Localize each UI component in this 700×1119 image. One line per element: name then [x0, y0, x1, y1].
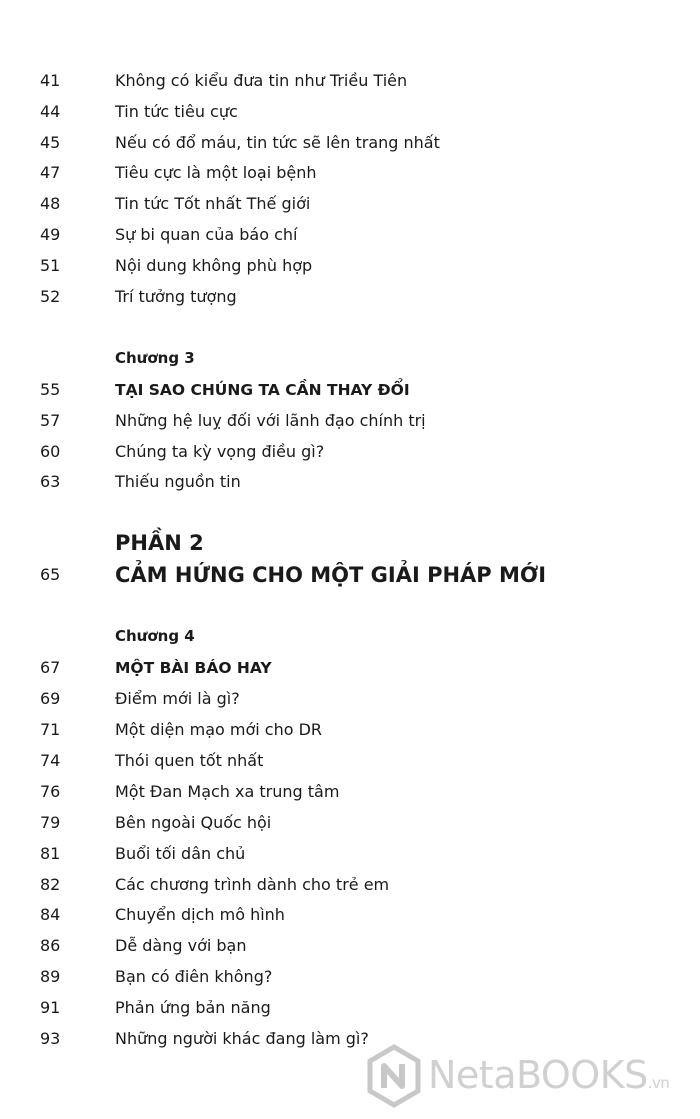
chapter-title: TẠI SAO CHÚNG TA CẦN THAY ĐỔI — [115, 381, 410, 399]
toc-entry — [0, 777, 700, 807]
watermark-suffix: .vn — [647, 1074, 670, 1092]
entry-title: Những hệ luỵ đối với lãnh đạo chính trị — [115, 411, 426, 430]
entry-title: Nếu có đổ máu, tin tức sẽ lên trang nhất — [115, 133, 440, 152]
toc-entry — [0, 128, 700, 158]
chapter-label: Chương 3 — [115, 349, 195, 367]
entry-title: Thiếu nguồn tin — [115, 472, 241, 491]
chapter-label: Chương 4 — [115, 627, 195, 645]
toc-entry — [0, 870, 700, 900]
page-number: 67 — [40, 658, 61, 677]
page-number: 49 — [40, 225, 61, 244]
page-number: 91 — [40, 998, 61, 1017]
page-number: 89 — [40, 967, 61, 986]
toc-entry — [0, 684, 700, 714]
entry-title: Thói quen tốt nhất — [115, 751, 264, 770]
watermark-brand: NetaBOOKS — [428, 1053, 648, 1097]
chapter-title: MỘT BÀI BÁO HAY — [115, 659, 272, 677]
toc-entry — [0, 962, 700, 992]
part-label: PHẦN 2 — [115, 531, 204, 555]
entry-title: Những người khác đang làm gì? — [115, 1029, 369, 1048]
page-number: 84 — [40, 905, 61, 924]
page-number: 55 — [40, 380, 61, 399]
page-number: 63 — [40, 472, 61, 491]
toc-entry — [0, 900, 700, 930]
toc-entry — [0, 467, 700, 497]
page-number: 79 — [40, 813, 61, 832]
toc-entry — [0, 189, 700, 219]
page-number: 74 — [40, 751, 61, 770]
page-number: 82 — [40, 875, 61, 894]
entry-title: Buổi tối dân chủ — [115, 844, 246, 863]
toc-entry — [0, 158, 700, 188]
toc-entry — [0, 993, 700, 1023]
entry-title: Sự bi quan của báo chí — [115, 225, 298, 244]
toc-entry — [0, 251, 700, 281]
page-number: 60 — [40, 442, 61, 461]
entry-title: Chuyển dịch mô hình — [115, 905, 285, 924]
entry-title: Một Đan Mạch xa trung tâm — [115, 782, 340, 801]
page-number: 45 — [40, 133, 61, 152]
entry-title: Trí tưởng tượng — [115, 287, 237, 306]
page-number: 52 — [40, 287, 61, 306]
toc-entry — [0, 406, 700, 436]
page-number: 65 — [40, 565, 61, 584]
entry-title: Tin tức Tốt nhất Thế giới — [115, 194, 311, 213]
page-number: 69 — [40, 689, 61, 708]
part-heading — [0, 558, 700, 592]
page-number: 51 — [40, 256, 61, 275]
entry-title: Tiêu cực là một loại bệnh — [115, 163, 317, 182]
toc-entry — [0, 437, 700, 467]
entry-title: Nội dung không phù hợp — [115, 256, 313, 275]
part-title: CẢM HỨNG CHO MỘT GIẢI PHÁP MỚI — [115, 563, 547, 587]
page-number: 47 — [40, 163, 61, 182]
toc-entry — [0, 66, 700, 96]
page-number: 71 — [40, 720, 61, 739]
netabooks-logo-icon — [366, 1044, 422, 1108]
page-number: 93 — [40, 1029, 61, 1048]
page-number: 57 — [40, 411, 61, 430]
toc-entry — [0, 931, 700, 961]
chapter-heading — [0, 653, 700, 683]
toc-entry — [0, 808, 700, 838]
entry-title: Dễ dàng với bạn — [115, 936, 247, 955]
page-number: 76 — [40, 782, 61, 801]
toc-entry — [0, 97, 700, 127]
watermark-text — [428, 1052, 669, 1106]
entry-title: Các chương trình dành cho trẻ em — [115, 875, 390, 894]
entry-title: Phản ứng bản năng — [115, 998, 271, 1017]
entry-title: Một diện mạo mới cho DR — [115, 720, 323, 739]
page-number: 48 — [40, 194, 61, 213]
entry-title: Bạn có điên không? — [115, 967, 273, 986]
toc-entry — [0, 220, 700, 250]
toc-entry — [0, 715, 700, 745]
toc-entry — [0, 282, 700, 312]
toc-entry — [0, 839, 700, 869]
entry-title: Bên ngoài Quốc hội — [115, 813, 272, 832]
entry-title: Chúng ta kỳ vọng điều gì? — [115, 442, 325, 461]
entry-title: Điểm mới là gì? — [115, 689, 240, 708]
page-number: 44 — [40, 102, 61, 121]
entry-title: Tin tức tiêu cực — [115, 102, 238, 121]
chapter-heading — [0, 375, 700, 405]
toc-entry — [0, 746, 700, 776]
netabooks-watermark — [366, 1040, 696, 1112]
page-number: 86 — [40, 936, 61, 955]
page-number: 81 — [40, 844, 61, 863]
entry-title: Không có kiểu đưa tin như Triều Tiên — [115, 71, 408, 90]
page-number: 41 — [40, 71, 61, 90]
